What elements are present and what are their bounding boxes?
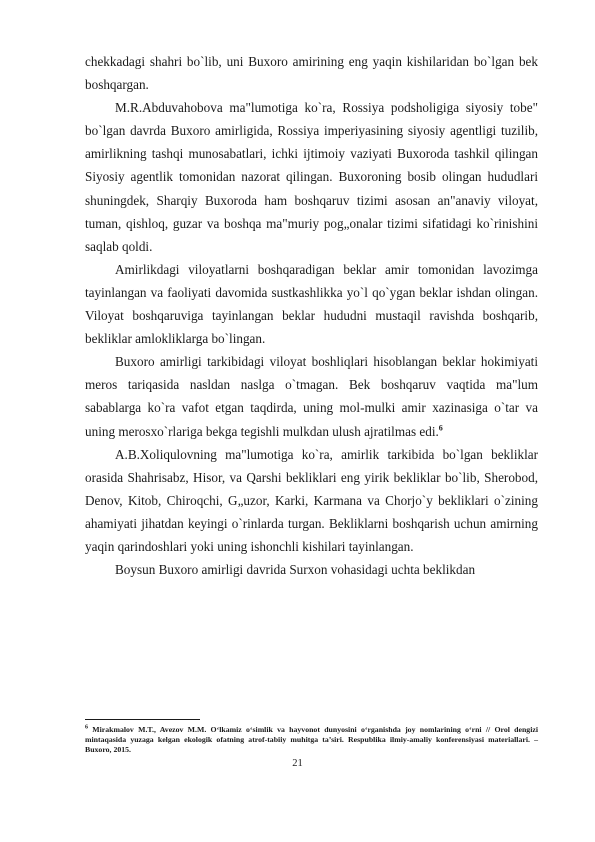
paragraph-3: Amirlikdagi viloyatlarni boshqaradigan beklar amir tomonidan lavozimga tayinlangan va faoliyati davomida sustkashlikka yo`l qo`ygan beklar ishdan olingan. Viloyat boshqaruviga tayinlangan beklar hududni mustaqil ravishda boshqarib, bekliklar amlokliklarga bo`lingan. bbox=[85, 261, 538, 347]
footnote-text: Mirakmalov M.T., Avezov M.M. O‘lkamiz o‘simlik va hayvonot dunyosini o‘rganishda joy nomlarining o‘rni // Orol dengizi mintaqasida yuzaga kelgan ekologik ofatning atrof-tabiiy muhitga ta’siri. Respublika ilmiy-amaliy konferensiyasi materiallari. –Buxoro, 2015. bbox=[85, 725, 538, 754]
paragraph-2: M.R.Abduvahobova ma"lumotiga ko`ra, Rossiya podsholigiga siyosiy tobe" bo`lgan davrda Buxoro amirligida, Rossiya imperiyasining siyosiy agentligi tuzilib, amirlikning tashqi munosabatlari, ichki ijtimoiy vaziyati Buxoroda tashkil qilingan Siyosiy agentlik tomonidan nazorat qilingan. Buxoroning bosib olingan hududlari shuningdek, Sharqiy Buxoroda ham boshqaruv tizimi asosan an"anaviy viloyat, tuman, qishloq, guzar va boshqa ma"muriy pog„onalar tizimi sifatidagi ko`rinishini saqlab qoldi. bbox=[85, 100, 538, 254]
footnote bbox=[85, 725, 538, 755]
paragraph-4-text: Buxoro amirligi tarkibidagi viloyat boshliqlari hisoblangan beklar hokimiyati meros tariqasida nasldan naslga o`tmagan. Bek boshqaruv vaqtida ma"lum sabablarga ko`ra vafot etgan taqdirda, uning mol-mulki amir xazinasiga o`tar va uning merosxo`rlariga bekga tegishli mulkdan ulush ajratilmas edi. bbox=[85, 354, 538, 439]
paragraph-5: A.B.Xoliqulovning ma"lumotiga ko`ra, amirlik tarkibida bo`lgan bekliklar orasida Shahrisabz, Hisor, va Qarshi bekliklari eng yirik bekliklar bo`lib, Sherobod, Denov, Kitob, Chiroqchi, G„uzor, Karki, Karmana va Chorjo`y bekliklari o`zining ahamiyati jihatdan keyingi o`rinlarda turgan. Bekliklarni boshqarish uchun amirning yaqin qarindoshlari yoki uning ishonchli kishilari tayinlangan. bbox=[85, 446, 538, 554]
footnote-reference[interactable]: 6 bbox=[438, 423, 443, 433]
page-body bbox=[85, 50, 538, 581]
paragraph-6: Boysun Buxoro amirligi davrida Surxon vohasidagi uchta beklikdan bbox=[115, 562, 476, 578]
page-number: 21 bbox=[292, 758, 303, 769]
footnote-number: 6 bbox=[85, 724, 88, 731]
paragraph-1: chekkadagi shahri bo`lib, uni Buxoro amirining eng yaqin kishilaridan bo`lgan bek boshqargan. bbox=[85, 54, 538, 93]
paragraph-4 bbox=[85, 350, 538, 442]
footnote-separator bbox=[85, 719, 200, 720]
